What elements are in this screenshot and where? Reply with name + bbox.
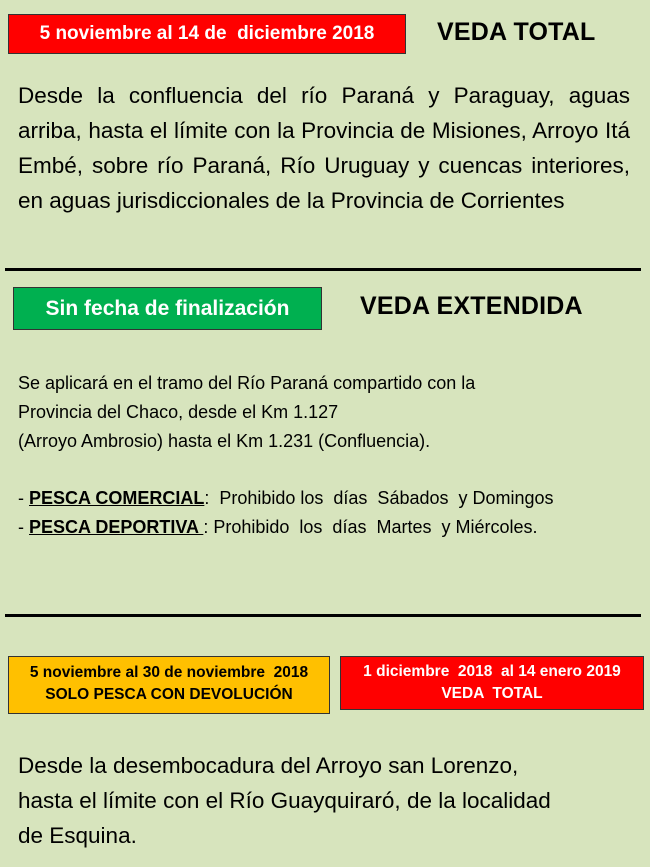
badge-sin-fecha-text: Sin fecha de finalización xyxy=(45,297,290,320)
rule-text-deportiva: : Prohibido los días Martes y Miércoles. xyxy=(203,517,538,537)
paragraph-line: Se aplicará en el tramo del Río Paraná compartido con la xyxy=(18,373,476,393)
rule-pesca-deportiva xyxy=(18,513,643,542)
badge-sin-fecha xyxy=(13,287,322,330)
paragraph-esquina xyxy=(18,748,643,853)
badge-red-line2: VEDA TOTAL xyxy=(441,685,543,702)
heading-veda-total: VEDA TOTAL xyxy=(437,18,596,46)
date-badge-text: 5 noviembre al 14 de diciembre 2018 xyxy=(39,23,375,44)
divider-2 xyxy=(5,614,641,617)
badge-yellow-line2: SOLO PESCA CON DEVOLUCIÓN xyxy=(45,686,293,703)
rule-label-deportiva: PESCA DEPORTIVA xyxy=(29,517,204,537)
rule-prefix: - xyxy=(18,488,29,508)
badge-veda-total-2019 xyxy=(340,656,644,710)
rule-pesca-comercial xyxy=(18,484,643,513)
paragraph-veda-total: Desde la confluencia del río Paraná y Paraguay, aguas arriba, hasta el límite con la Provincia de Misiones, Arroyo Itá Embé, sobre río Paraná, Río Uruguay y cuencas interiores, en aguas jurisdiccionales de la Provincia de Corrientes xyxy=(18,83,630,213)
divider-1 xyxy=(5,268,641,271)
paragraph-line: de Esquina. xyxy=(18,823,137,848)
paragraph-line: (Arroyo Ambrosio) hasta el Km 1.231 (Confluencia). xyxy=(18,431,431,451)
badge-yellow-line1: 5 noviembre al 30 de noviembre 2018 xyxy=(29,664,309,681)
badge-red-line1: 1 diciembre 2018 al 14 enero 2019 xyxy=(363,663,621,680)
rules-list xyxy=(18,484,643,542)
badge-solo-pesca-devolucion xyxy=(8,656,330,714)
paragraph-veda-extendida xyxy=(18,369,638,456)
rule-prefix: - xyxy=(18,517,29,537)
rule-text-comercial: : Prohibido los días Sábados y Domingos xyxy=(204,488,554,508)
paragraph-line: Desde la desembocadura del Arroyo san Lorenzo, xyxy=(18,753,519,778)
paragraph-line: Provincia del Chaco, desde el Km 1.127 xyxy=(18,402,339,422)
date-badge-veda-total xyxy=(8,14,406,54)
paragraph-line: hasta el límite con el Río Guayquiraró, de la localidad xyxy=(18,788,551,813)
rule-label-comercial: PESCA COMERCIAL xyxy=(29,488,205,508)
heading-veda-extendida: VEDA EXTENDIDA xyxy=(360,292,583,320)
